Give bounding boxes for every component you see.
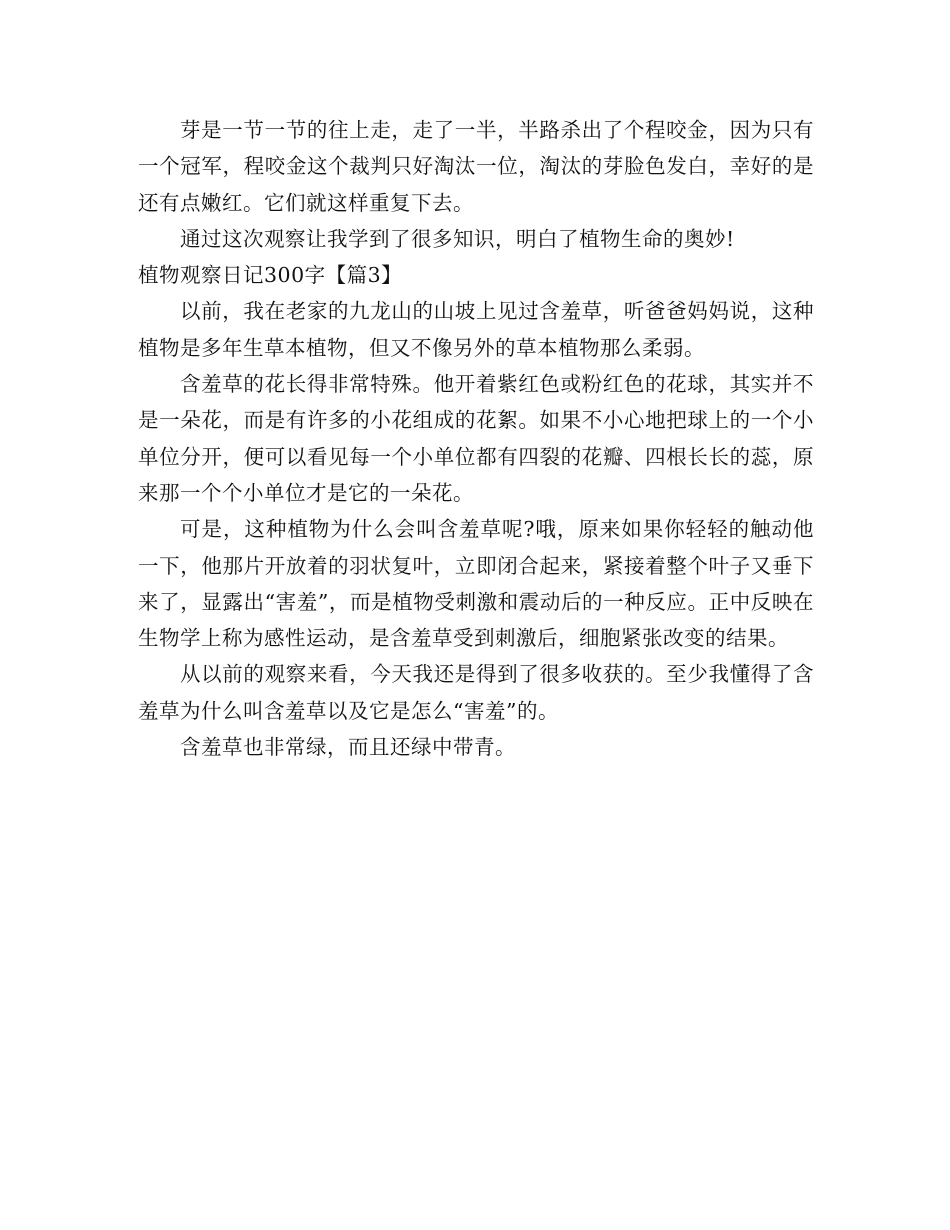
paragraph: 通过这次观察让我学到了很多知识，明白了植物生命的奥妙! <box>180 226 735 251</box>
paragraph: 可是，这种植物为什么会叫含羞草呢?哦，原来如果你轻轻的触动他一下，他那片开放着的羽状复叶，立即闭合起来，紧接着整个叶子又垂下来了，显露出“害羞”，而是植物受刺激和震动后的一种反应。正中反映在生物学上称为感性运动，是含羞草受到刺激后，细胞紧张改变的结果。 <box>138 517 814 651</box>
section-heading: 植物观察日记300字【篇3】 <box>138 263 403 288</box>
paragraph: 含羞草的花长得非常特殊。他开着紫红色或粉红色的花球，其实并不是一朵花，而是有许多的小花组成的花絮。如果不小心地把球上的一个小单位分开，便可以看见每一个小单位都有四裂的花瓣、四根长长的蕊，原来那一个个小单位才是它的一朵花。 <box>138 372 814 505</box>
paragraph: 从以前的观察来看，今天我还是得到了很多收获的。至少我懂得了含羞草为什么叫含羞草以及它是怎么“害羞”的。 <box>138 662 814 723</box>
paragraph: 芽是一节一节的往上走，走了一半，半路杀出了个程咬金，因为只有一个冠军，程咬金这个裁判只好淘汰一位，淘汰的芽脸色发白，幸好的是还有点嫩红。它们就这样重复下去。 <box>138 118 814 215</box>
document-page <box>138 112 814 765</box>
paragraph: 以前，我在老家的九龙山的山坡上见过含羞草，听爸爸妈妈说，这种植物是多年生草本植物，但又不像另外的草本植物那么柔弱。 <box>138 299 814 360</box>
paragraph: 含羞草也非常绿，而且还绿中带青。 <box>180 735 517 760</box>
